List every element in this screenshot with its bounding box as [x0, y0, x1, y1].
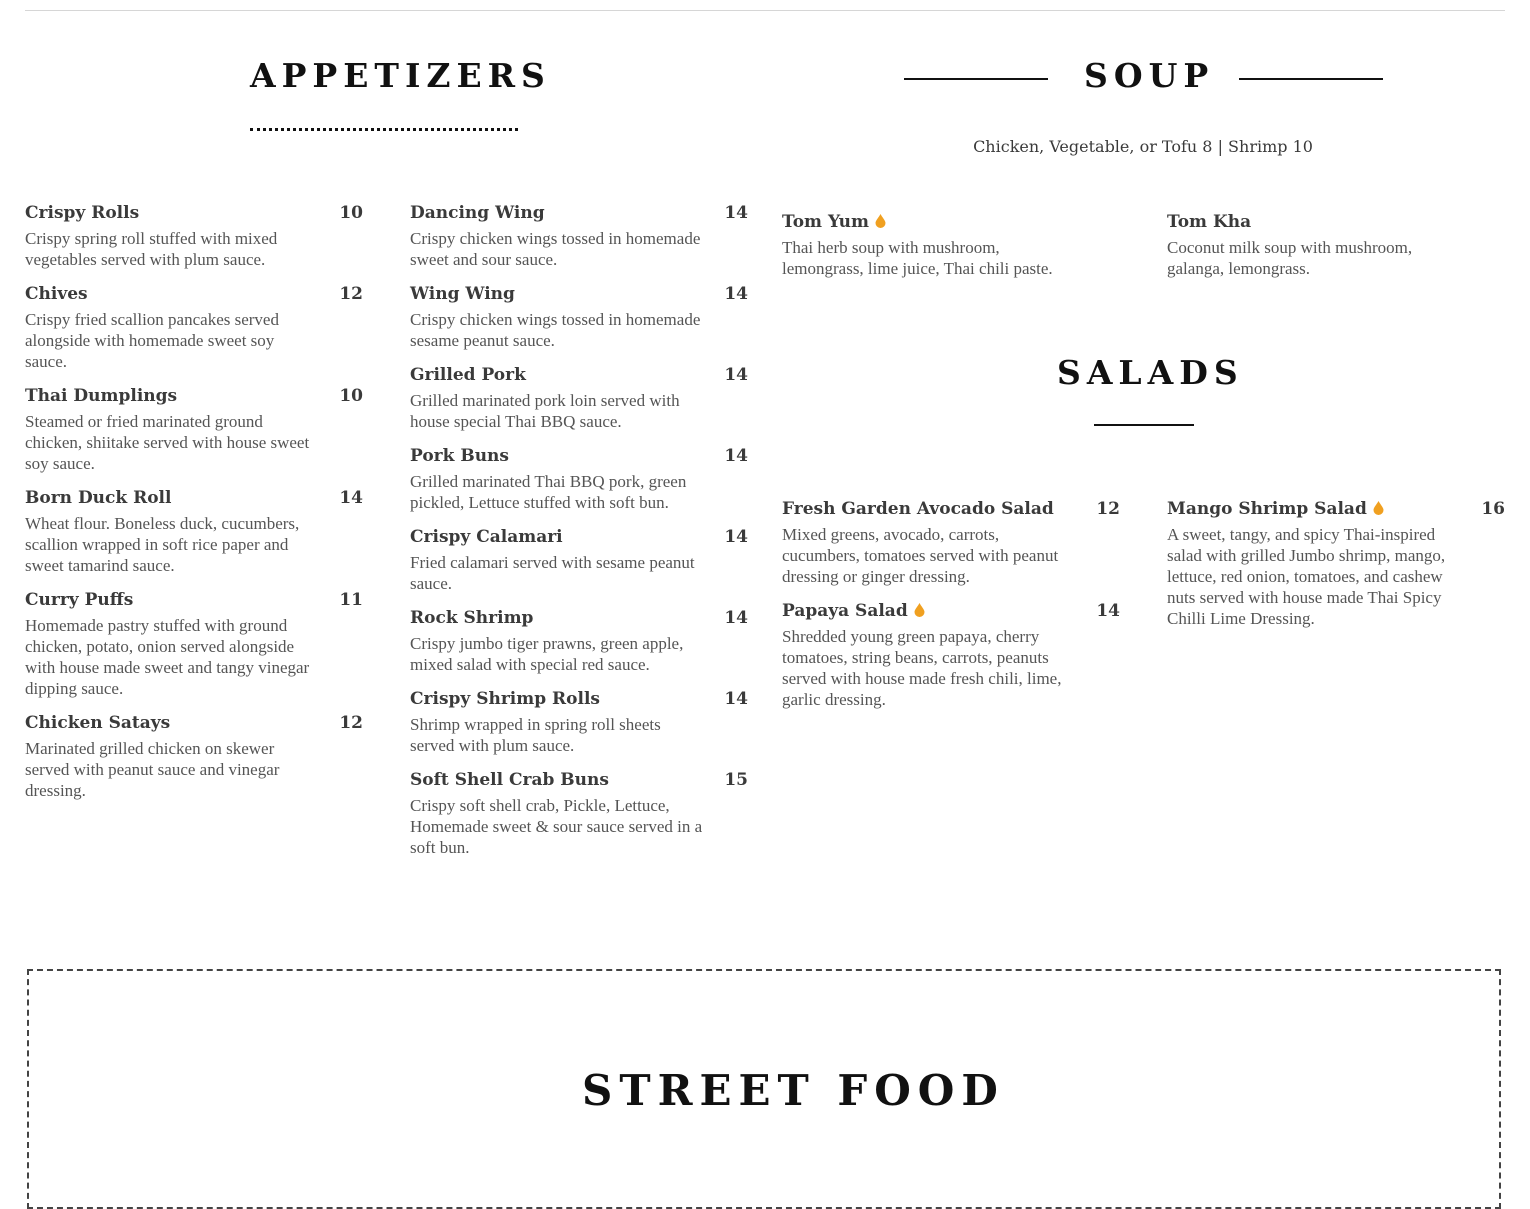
- spicy-drop-icon: [874, 214, 887, 228]
- menu-item: [782, 600, 1120, 710]
- item-description: Fried calamari served with sesame peanut sauce.: [410, 553, 695, 593]
- menu-item: [410, 445, 748, 513]
- menu-item: [410, 364, 748, 432]
- item-name: [782, 498, 1120, 520]
- item-name: [782, 600, 1120, 622]
- item-price: 10: [339, 203, 363, 223]
- appetizers-column-2: [410, 202, 748, 871]
- item-description: Mixed greens, avocado, carrots, cucumbers, tomatoes served with peanut dressing or ginger dressing.: [782, 525, 1059, 586]
- menu-item: [410, 769, 748, 858]
- item-name-text: Crispy Calamari: [410, 527, 563, 547]
- menu-item: [25, 202, 363, 270]
- item-price: 14: [724, 608, 748, 628]
- menu-item: [410, 688, 748, 756]
- item-price: 14: [339, 488, 363, 508]
- salads-column-2: [1167, 498, 1505, 642]
- item-name-text: Wing Wing: [410, 284, 515, 304]
- item-description: Crispy soft shell crab, Pickle, Lettuce, Homemade sweet & sour sauce served in a soft bun.: [410, 796, 703, 857]
- item-name: [25, 283, 363, 305]
- item-name-text: Pork Buns: [410, 446, 509, 466]
- soup-column-1: [782, 211, 1072, 292]
- menu-item: [410, 526, 748, 594]
- salads-column-1: [782, 498, 1120, 723]
- item-name-text: Crispy Shrimp Rolls: [410, 689, 600, 709]
- item-description: Crispy spring roll stuffed with mixed vegetables served with plum sauce.: [25, 229, 278, 269]
- appetizers-dotted-divider: [250, 128, 518, 131]
- item-name-text: Tom Yum: [782, 212, 869, 232]
- item-name-text: Born Duck Roll: [25, 488, 172, 508]
- soup-heading-right-line: [1239, 78, 1383, 80]
- item-description: Wheat flour. Boneless duck, cucumbers, scallion wrapped in soft rice paper and sweet tamarind sauce.: [25, 514, 300, 575]
- item-description: Thai herb soup with mushroom, lemongrass, lime juice, Thai chili paste.: [782, 238, 1053, 278]
- item-description: Crispy chicken wings tossed in homemade sesame peanut sauce.: [410, 310, 701, 350]
- item-name: [25, 589, 363, 611]
- item-description: Steamed or fried marinated ground chicken, shiitake served with house sweet soy sauce.: [25, 412, 310, 473]
- item-name-text: Crispy Rolls: [25, 203, 140, 223]
- item-name: [25, 202, 363, 224]
- item-description: Crispy fried scallion pancakes served alongside with homemade sweet soy sauce.: [25, 310, 279, 371]
- item-name: [1167, 211, 1467, 233]
- item-price: 14: [724, 446, 748, 466]
- spicy-drop-icon: [1372, 501, 1385, 515]
- item-price: 14: [724, 365, 748, 385]
- soup-heading: SOUP: [1084, 56, 1215, 95]
- menu-item: [782, 211, 1072, 279]
- item-description: Crispy jumbo tiger prawns, green apple, mixed salad with special red sauce.: [410, 634, 684, 674]
- item-price: 14: [724, 689, 748, 709]
- item-description: A sweet, tangy, and spicy Thai-inspired salad with grilled Jumbo shrimp, mango, lettuce, red onion, tomatoes, and cashew nuts served with house made Thai Spicy Chilli Lime Dressing.: [1167, 525, 1446, 628]
- item-name: [1167, 498, 1505, 520]
- item-description: Homemade pastry stuffed with ground chicken, potato, onion served alongside with house made sweet and tangy vinegar dipping sauce.: [25, 616, 310, 698]
- salads-divider: [1094, 424, 1194, 426]
- item-description: Marinated grilled chicken on skewer served with peanut sauce and vinegar dressing.: [25, 739, 280, 800]
- menu-item: [410, 202, 748, 270]
- item-name-text: Dancing Wing: [410, 203, 545, 223]
- item-price: 14: [724, 284, 748, 304]
- item-description: Shrimp wrapped in spring roll sheets served with plum sauce.: [410, 715, 661, 755]
- item-price: 10: [339, 386, 363, 406]
- item-name-text: Thai Dumplings: [25, 386, 178, 406]
- menu-item: [25, 712, 363, 801]
- street-food-heading: STREET FOOD: [582, 1066, 1005, 1115]
- item-name: [25, 712, 363, 734]
- menu-item: [25, 589, 363, 699]
- item-name: [410, 364, 748, 386]
- soup-price-note: Chicken, Vegetable, or Tofu 8 | Shrimp 10: [973, 137, 1313, 156]
- item-price: 12: [339, 713, 363, 733]
- item-price: 12: [1096, 499, 1120, 519]
- item-name: [410, 607, 748, 629]
- item-name-text: Soft Shell Crab Buns: [410, 770, 609, 790]
- soup-column-2: [1167, 211, 1467, 292]
- item-name-text: Mango Shrimp Salad: [1167, 499, 1367, 519]
- appetizers-heading: APPETIZERS: [250, 56, 551, 95]
- item-description: Coconut milk soup with mushroom, galanga, lemongrass.: [1167, 238, 1413, 278]
- item-name-text: Chives: [25, 284, 88, 304]
- menu-item: [1167, 498, 1505, 629]
- item-price: 12: [339, 284, 363, 304]
- item-description: Grilled marinated pork loin served with house special Thai BBQ sauce.: [410, 391, 680, 431]
- menu-item: [25, 283, 363, 372]
- spicy-drop-icon: [913, 603, 926, 617]
- item-description: Shredded young green papaya, cherry tomatoes, string beans, carrots, peanuts served with house made fresh chili, lime, garlic dressing.: [782, 627, 1062, 709]
- item-name: [410, 202, 748, 224]
- item-name: [410, 526, 748, 548]
- top-divider: [25, 10, 1505, 11]
- item-description: Crispy chicken wings tossed in homemade sweet and sour sauce.: [410, 229, 701, 269]
- salads-heading: SALADS: [1057, 353, 1244, 392]
- item-name: [25, 385, 363, 407]
- item-name: [782, 211, 1072, 233]
- menu-item: [25, 385, 363, 474]
- item-name-text: Papaya Salad: [782, 601, 908, 621]
- item-price: 11: [339, 590, 363, 610]
- item-name-text: Tom Kha: [1167, 212, 1252, 232]
- item-name-text: Curry Puffs: [25, 590, 134, 610]
- item-price: 14: [724, 203, 748, 223]
- item-name: [410, 769, 748, 791]
- item-price: 14: [724, 527, 748, 547]
- menu-item: [25, 487, 363, 576]
- item-price: 16: [1481, 499, 1505, 519]
- appetizers-column-1: [25, 202, 363, 814]
- menu-item: [410, 607, 748, 675]
- item-name: [410, 688, 748, 710]
- item-name: [410, 445, 748, 467]
- item-name-text: Fresh Garden Avocado Salad: [782, 499, 1054, 519]
- item-name: [25, 487, 363, 509]
- item-name-text: Chicken Satays: [25, 713, 171, 733]
- item-name-text: Rock Shrimp: [410, 608, 534, 628]
- item-price: 15: [724, 770, 748, 790]
- item-description: Grilled marinated Thai BBQ pork, green pickled, Lettuce stuffed with soft bun.: [410, 472, 687, 512]
- menu-item: [410, 283, 748, 351]
- soup-heading-left-line: [904, 78, 1048, 80]
- menu-item: [782, 498, 1120, 587]
- item-name-text: Grilled Pork: [410, 365, 526, 385]
- item-name: [410, 283, 748, 305]
- item-price: 14: [1096, 601, 1120, 621]
- menu-item: [1167, 211, 1467, 279]
